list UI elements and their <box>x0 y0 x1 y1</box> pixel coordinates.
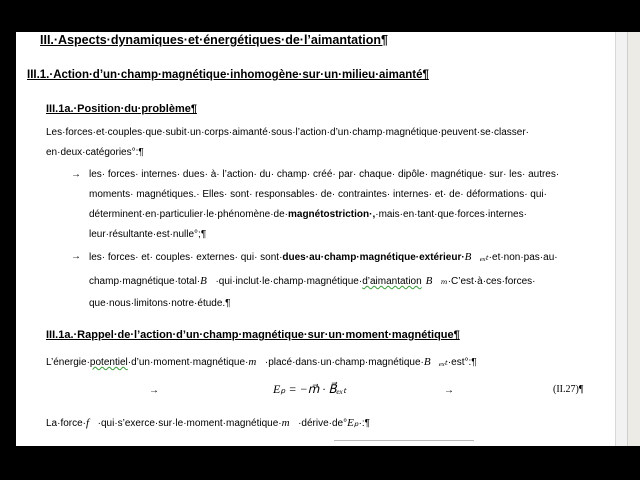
bullet-arrow-icon: → <box>71 251 81 262</box>
bullet-line: les· forces· internes· dues· à· l’action· du· champ· créé· par· chaque· dipôle· magnétique· sur· les· autres· <box>89 169 560 180</box>
tab-arrow-icon: → <box>149 385 159 396</box>
paragraph-line: L’énergie·potentiel·d’un·moment·magnétique·m⃗·placé·dans·un·champ·magnétique·B⃗ₑₓₜ·est°:¶ <box>46 356 477 368</box>
vertical-scrollbar[interactable] <box>627 32 640 446</box>
symbol-E-p: Eₚ <box>347 417 359 429</box>
paragraph-line: Les·forces·et·couples·que·subit·un·corps·aimanté·sous·l’action·d’un·champ·magnétique·peuvent·se·classer· <box>46 127 529 138</box>
document-page[interactable] <box>16 32 627 446</box>
equation-number: (II.27)¶ <box>553 384 584 395</box>
paragraph-line: La·force·f⃗·qui·s’exerce·sur·le·moment·magnétique·m⃗·dérive·de°Eₚ·:¶ <box>46 417 371 429</box>
heading-rappel-action: III.1a.·Rappel·de·l’action·d’un·champ·magnétique·sur·un·moment·magnétique¶ <box>46 329 460 341</box>
symbol-B-ext: B⃗ₑₓₜ <box>423 356 448 368</box>
symbol-B: B⃗ <box>200 275 216 287</box>
bullet-line: champ·magnétique·total·B⃗·qui·inclut·le·champ·magnétique·d’aimantation B⃗ₘ·C’est·à·ces·forces· <box>89 275 536 287</box>
heading-aspects-dynamiques: III.·Aspects·dynamiques·et·énergétiques·de·l’aimantation¶ <box>40 33 388 47</box>
heading-position-probleme: III.1a.·Position·du·problème¶ <box>46 103 197 115</box>
bullet-arrow-icon: → <box>71 169 81 180</box>
bullet-line: les· forces· et· couples· externes· qui· sont·dues·au·champ·magnétique·extérieur·B⃗ₑₓₜ·et·non·pas·au· <box>89 251 558 263</box>
symbol-m: m⃗ <box>248 356 265 368</box>
bullet-line: que·nous·limitons·notre·étude.¶ <box>89 298 231 309</box>
symbol-B-ext: B⃗ₑₓₜ <box>464 251 489 263</box>
equation-energy: Eₚ = −m⃗ · B⃗ₑₓₜ <box>273 382 347 396</box>
symbol-f: f⃗ <box>86 417 98 429</box>
heading-action-champ: III.1.·Action·d’un·champ·magnétique·inhomogène·sur·un·milieu·aimanté¶ <box>27 69 429 81</box>
bullet-line: moments· magnétiques.· Elles· sont· responsables· de· contraintes· internes· et· de· déformations· qui· <box>89 189 547 200</box>
black-letterbox-bottom <box>0 446 640 480</box>
tab-arrow-icon: → <box>444 385 454 396</box>
symbol-m: m⃗ <box>281 417 299 429</box>
paragraph-line: en·deux·catégories°:¶ <box>46 147 144 158</box>
black-letterbox-top <box>0 0 640 32</box>
bullet-line: leur·résultante·est·nulle°;¶ <box>89 229 207 240</box>
bullet-line: déterminent·en·particulier·le·phénomène·de·magnétostriction·,·mais·en·tant·que·forces·internes· <box>89 209 527 220</box>
symbol-B-m: B⃗ₘ <box>425 275 448 287</box>
term-magnetostriction: magnétostriction·, <box>288 209 376 220</box>
